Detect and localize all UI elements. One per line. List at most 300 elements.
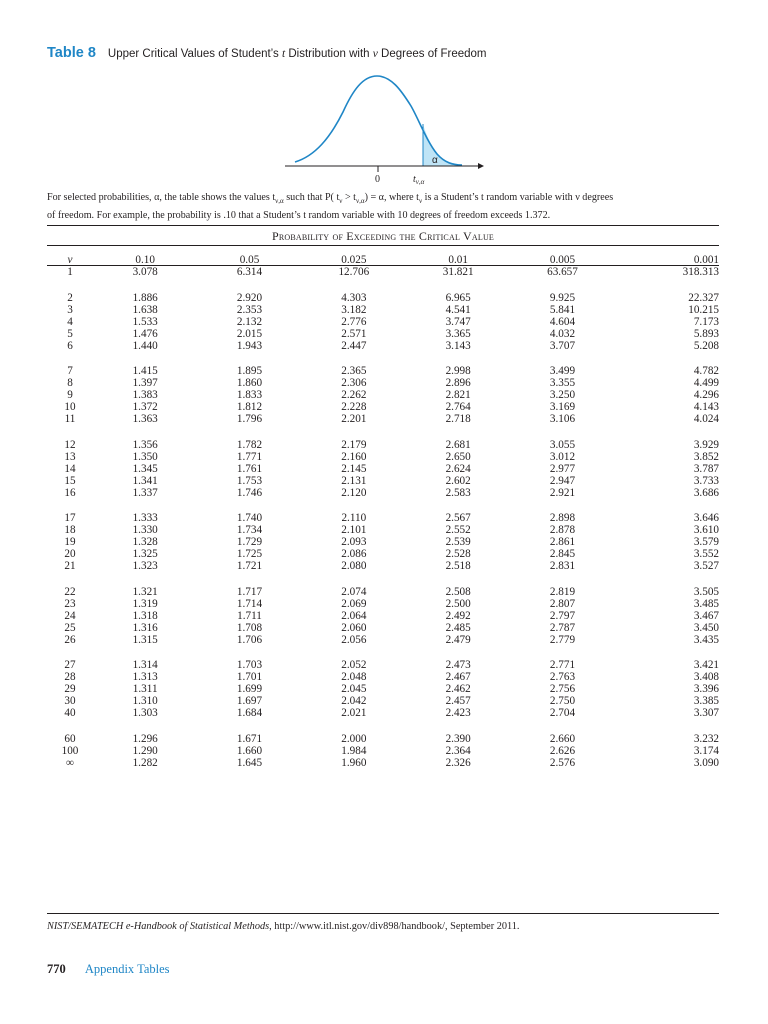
df-cell: 20: [64, 548, 76, 560]
column-header: 0.05: [239, 253, 260, 266]
value-cell: 2.479: [445, 633, 471, 646]
table-row: [47, 548, 719, 560]
df-cell: 10: [64, 401, 76, 413]
value-cell: 12.706: [338, 266, 370, 278]
value-cell: 2.000: [341, 732, 367, 745]
value-cell: 2.896: [445, 377, 471, 389]
value-cell: 4.032: [549, 327, 576, 340]
table-row: [47, 560, 719, 572]
value-cell: 4.143: [693, 401, 719, 413]
value-cell: 1.363: [132, 413, 158, 425]
value-cell: 1.397: [132, 377, 158, 389]
value-cell: 1.740: [236, 512, 263, 524]
value-cell: 2.821: [445, 389, 471, 401]
alpha-label: α: [432, 155, 438, 166]
df-cell: 15: [64, 474, 76, 487]
value-cell: 2.042: [341, 695, 367, 707]
column-header: 0.025: [341, 253, 367, 266]
value-cell: 4.303: [341, 291, 367, 304]
value-cell: 3.552: [693, 548, 719, 560]
group-header: Probability of Exceeding the Critical Value: [271, 229, 495, 243]
value-cell: 1.350: [132, 450, 158, 463]
value-cell: 2.485: [445, 621, 471, 634]
value-cell: 2.567: [445, 512, 471, 524]
value-cell: 3.355: [549, 377, 576, 389]
value-cell: 3.421: [693, 659, 719, 671]
value-cell: 2.160: [341, 450, 367, 463]
value-cell: 2.508: [445, 585, 471, 598]
df-cell: 24: [64, 609, 76, 622]
page-number: 770: [47, 962, 66, 976]
value-cell: 2.771: [549, 659, 576, 671]
value-cell: 3.055: [549, 438, 576, 451]
value-cell: 1.714: [236, 597, 263, 610]
value-cell: 2.878: [549, 524, 576, 536]
table-row: [47, 304, 719, 316]
value-cell: 1.697: [236, 695, 263, 707]
value-cell: 1.328: [132, 536, 158, 548]
value-cell: 1.337: [132, 486, 158, 499]
value-cell: 3.396: [693, 683, 719, 695]
df-cell: 22: [64, 585, 76, 598]
value-cell: 1.323: [132, 560, 158, 572]
section-name: Appendix Tables: [84, 962, 170, 976]
value-cell: 2.797: [549, 609, 576, 622]
value-cell: 1.812: [236, 401, 263, 413]
value-cell: 5.893: [693, 327, 719, 340]
value-cell: 3.852: [693, 450, 719, 463]
value-cell: 1.333: [132, 512, 158, 524]
table-row: [47, 352, 719, 378]
value-cell: 2.920: [236, 291, 263, 304]
value-cell: 2.779: [549, 633, 576, 646]
value-cell: 2.681: [445, 438, 471, 451]
value-cell: 3.686: [693, 486, 719, 499]
value-cell: 3.106: [549, 413, 576, 425]
value-cell: 2.074: [341, 585, 367, 598]
value-cell: 4.782: [693, 365, 719, 377]
df-cell: 26: [64, 633, 76, 646]
value-cell: 4.604: [549, 315, 576, 328]
description-line-1: For selected probabilities, α, the table shows the values $t_{\nu,\alpha}$ such that P( $t_\nu > t_{\nu,\alpha}) = \alpha$, where $t_\nu$ is a Student’s t random variable with ν degrees: [47, 192, 614, 206]
value-cell: 2.069: [341, 597, 367, 610]
value-cell: 1.746: [236, 486, 263, 499]
df-cell: 17: [64, 512, 76, 524]
value-cell: 2.861: [549, 536, 576, 548]
value-cell: 2.060: [341, 621, 367, 634]
table-row: [47, 425, 719, 451]
df-cell: 11: [64, 413, 76, 425]
value-cell: 1.321: [132, 585, 158, 598]
value-cell: 2.423: [445, 707, 471, 719]
value-cell: 2.326: [445, 756, 471, 769]
value-cell: 2.831: [549, 560, 576, 572]
table-row: [47, 278, 719, 304]
value-cell: 1.303: [132, 707, 158, 719]
column-header: 0.10: [135, 253, 155, 266]
value-cell: 2.201: [341, 413, 367, 425]
value-cell: 6.314: [236, 266, 263, 278]
value-cell: 4.296: [693, 389, 719, 401]
value-cell: 4.499: [693, 377, 719, 389]
value-cell: 1.796: [236, 413, 263, 425]
value-cell: 2.132: [236, 315, 263, 328]
value-cell: 3.579: [693, 536, 719, 548]
value-cell: 1.330: [132, 524, 158, 536]
value-cell: 3.505: [693, 585, 719, 598]
table-row: [47, 524, 719, 536]
value-cell: 3.485: [693, 597, 719, 610]
value-cell: 1.711: [237, 609, 262, 622]
table-row: [47, 719, 719, 745]
value-cell: 1.782: [236, 438, 263, 451]
table-caption: Upper Critical Values of Student’s t Distribution with ν Degrees of Freedom: [107, 48, 487, 60]
df-cell: 100: [61, 744, 79, 757]
table-row: [47, 610, 719, 622]
value-cell: 3.307: [693, 707, 719, 719]
df-cell: 6: [67, 339, 73, 352]
value-cell: 3.174: [693, 744, 719, 757]
value-cell: 3.250: [549, 389, 576, 401]
value-cell: 1.960: [341, 756, 367, 769]
value-cell: 2.365: [341, 365, 367, 377]
value-cell: 1.310: [132, 695, 158, 707]
value-cell: 1.316: [132, 621, 158, 634]
column-header: 0.001: [693, 253, 719, 266]
value-cell: 2.131: [341, 474, 367, 487]
df-cell: 14: [64, 462, 76, 475]
value-cell: 5.841: [549, 303, 576, 316]
value-cell: 2.101: [341, 524, 367, 536]
value-cell: 1.717: [236, 585, 263, 598]
value-cell: 1.638: [132, 303, 158, 316]
value-cell: 2.704: [549, 707, 576, 719]
value-cell: 10.215: [688, 303, 719, 316]
value-cell: 1.721: [236, 560, 263, 572]
value-cell: 2.807: [549, 597, 576, 610]
value-cell: 3.707: [549, 339, 576, 352]
value-cell: 1.313: [132, 671, 158, 683]
value-cell: 2.819: [549, 585, 576, 598]
value-cell: 2.086: [341, 548, 367, 560]
value-cell: 3.385: [693, 695, 719, 707]
df-cell: 21: [64, 560, 76, 572]
value-cell: 3.527: [693, 560, 719, 572]
value-cell: 3.408: [693, 671, 719, 683]
value-cell: 1.660: [236, 744, 263, 757]
value-cell: 1.706: [236, 633, 263, 646]
value-cell: 2.390: [445, 732, 471, 745]
value-cell: 3.467: [693, 609, 719, 622]
value-cell: 3.733: [693, 474, 719, 487]
df-cell: 9: [67, 389, 73, 401]
value-cell: 2.571: [341, 327, 367, 340]
value-cell: 2.120: [341, 486, 367, 499]
table-row: [47, 475, 719, 487]
value-cell: 1.684: [236, 707, 263, 719]
value-cell: 2.447: [341, 339, 367, 352]
table-row: [47, 695, 719, 707]
value-cell: 2.528: [445, 548, 471, 560]
value-cell: 2.845: [549, 548, 576, 560]
value-cell: 9.925: [549, 291, 576, 304]
x-axis-arrow: [478, 163, 484, 169]
value-cell: 2.052: [341, 659, 367, 671]
value-cell: 2.763: [549, 671, 576, 683]
table-row: [47, 451, 719, 463]
value-cell: 2.776: [341, 315, 367, 328]
column-header: ν: [67, 253, 73, 266]
column-header: 0.01: [448, 253, 468, 266]
value-cell: 1.372: [132, 401, 158, 413]
df-cell: 2: [67, 291, 73, 304]
value-cell: 2.462: [445, 683, 471, 695]
value-cell: 3.365: [445, 327, 471, 340]
column-header-rule: [47, 265, 719, 266]
value-cell: 1.833: [236, 389, 263, 401]
value-cell: 22.327: [688, 291, 719, 304]
value-cell: 3.929: [693, 438, 719, 451]
value-cell: 2.473: [445, 659, 471, 671]
value-cell: 6.965: [445, 291, 471, 304]
description-line-2: of freedom. For example, the probability is .10 that a Student’s t random variable with 10 degrees of freedom exceeds 1.372.: [47, 209, 551, 221]
value-cell: 2.228: [341, 401, 367, 413]
source-citation: NIST/SEMATECH e-Handbook of Statistical Methods, http://www.itl.nist.gov/div898/handbook/, September 2011.: [47, 921, 520, 932]
df-cell: 40: [64, 707, 76, 719]
value-cell: 2.045: [341, 683, 367, 695]
value-cell: 2.179: [341, 438, 367, 451]
df-cell: 30: [64, 695, 76, 707]
value-cell: 2.353: [236, 303, 263, 316]
value-cell: 2.364: [445, 744, 471, 757]
value-cell: 1.296: [132, 732, 158, 745]
value-cell: 318.313: [682, 266, 719, 278]
value-cell: 3.232: [693, 732, 719, 745]
table-row: [47, 340, 719, 352]
critical-values-table: [47, 253, 719, 769]
value-cell: 3.610: [693, 524, 719, 536]
value-cell: 1.315: [132, 633, 158, 646]
value-cell: 1.708: [236, 621, 263, 634]
page-footer: [47, 962, 170, 977]
df-cell: ∞: [66, 756, 74, 769]
table-row: [47, 572, 719, 598]
value-cell: 3.078: [132, 266, 158, 278]
t-distribution-figure: [285, 68, 485, 188]
value-cell: 2.787: [549, 621, 576, 634]
group-header-rule: [47, 245, 719, 246]
value-cell: 1.356: [132, 438, 158, 451]
value-cell: 2.947: [549, 474, 576, 487]
table-row: [47, 745, 719, 757]
value-cell: 1.771: [236, 450, 263, 463]
value-cell: 1.860: [236, 377, 263, 389]
bottom-rule: [47, 913, 719, 914]
value-cell: 4.541: [445, 303, 471, 316]
value-cell: 1.311: [132, 683, 158, 695]
value-cell: 3.435: [693, 633, 719, 646]
value-cell: 2.626: [549, 744, 576, 757]
value-cell: 2.977: [549, 462, 576, 475]
value-cell: 1.645: [236, 756, 263, 769]
value-cell: 1.729: [236, 536, 263, 548]
value-cell: 2.500: [445, 597, 471, 610]
value-cell: 3.450: [693, 621, 719, 634]
value-cell: 1.290: [132, 744, 158, 757]
value-cell: 2.492: [445, 609, 471, 622]
value-cell: 1.415: [132, 365, 158, 377]
value-cell: 1.345: [132, 462, 158, 475]
value-cell: 2.015: [236, 327, 263, 340]
value-cell: 1.703: [236, 659, 263, 671]
table-row: [47, 536, 719, 548]
df-cell: 7: [67, 365, 73, 377]
value-cell: 2.518: [445, 560, 471, 572]
value-cell: 2.110: [341, 512, 367, 524]
value-cell: 2.660: [549, 732, 576, 745]
value-cell: 1.440: [132, 339, 158, 352]
table-row: [47, 598, 719, 610]
value-cell: 3.012: [549, 450, 576, 463]
table-row: [47, 389, 719, 401]
value-cell: 3.143: [445, 339, 471, 352]
value-cell: 3.646: [693, 512, 719, 524]
df-cell: 5: [67, 327, 73, 340]
value-cell: 2.056: [341, 633, 367, 646]
df-cell: 1: [67, 266, 73, 278]
value-cell: 2.093: [341, 536, 367, 548]
value-cell: 1.886: [132, 291, 158, 304]
df-cell: 19: [64, 536, 76, 548]
df-cell: 8: [67, 377, 73, 389]
value-cell: 3.182: [341, 303, 367, 316]
value-cell: 2.602: [445, 474, 471, 487]
table-row: [47, 328, 719, 340]
value-cell: 2.583: [445, 486, 471, 499]
value-cell: 2.921: [549, 486, 576, 499]
table-row: [47, 646, 719, 672]
value-cell: 1.701: [236, 671, 263, 683]
value-cell: 1.725: [236, 548, 263, 560]
value-cell: 2.262: [341, 389, 367, 401]
table-row: [47, 463, 719, 475]
value-cell: 1.984: [341, 744, 367, 757]
df-cell: 13: [64, 450, 76, 463]
value-cell: 3.169: [549, 401, 576, 413]
table-row: [47, 634, 719, 646]
value-cell: 1.318: [132, 609, 158, 622]
zero-label: 0: [375, 174, 380, 185]
value-cell: 1.895: [236, 365, 263, 377]
df-cell: 60: [64, 732, 76, 745]
df-cell: 29: [64, 683, 76, 695]
value-cell: 1.671: [236, 732, 263, 745]
value-cell: 1.383: [132, 389, 158, 401]
table-row: [47, 707, 719, 719]
table-row: [47, 622, 719, 634]
value-cell: 2.064: [341, 609, 367, 622]
value-cell: 1.325: [132, 548, 158, 560]
value-cell: 2.467: [445, 671, 471, 683]
df-cell: 23: [64, 597, 76, 610]
value-cell: 1.753: [236, 474, 263, 487]
value-cell: 4.024: [693, 413, 719, 425]
value-cell: 2.145: [341, 462, 367, 475]
top-rule: [47, 225, 719, 226]
value-cell: 2.998: [445, 365, 471, 377]
df-cell: 28: [64, 671, 76, 683]
value-cell: 1.734: [236, 524, 263, 536]
value-cell: 3.787: [693, 462, 719, 475]
value-cell: 63.657: [547, 266, 578, 278]
value-cell: 2.306: [341, 377, 367, 389]
value-cell: 3.090: [693, 756, 719, 769]
density-curve: [295, 76, 462, 165]
value-cell: 2.750: [549, 695, 576, 707]
df-cell: 25: [64, 621, 76, 634]
value-cell: 2.552: [445, 524, 471, 536]
table-row: [47, 413, 719, 425]
value-cell: 1.341: [132, 474, 158, 487]
value-cell: 2.576: [549, 756, 576, 769]
value-cell: 2.539: [445, 536, 471, 548]
table-title: [47, 44, 487, 62]
value-cell: 1.282: [132, 756, 158, 769]
value-cell: 2.021: [341, 707, 367, 719]
value-cell: 1.533: [132, 315, 158, 328]
df-cell: 3: [67, 303, 73, 316]
table-row: [47, 757, 719, 769]
value-cell: 2.718: [445, 413, 471, 425]
value-cell: 2.080: [341, 560, 367, 572]
value-cell: 3.499: [549, 365, 576, 377]
table-row: [47, 401, 719, 413]
df-cell: 4: [67, 315, 73, 328]
value-cell: 2.457: [445, 695, 471, 707]
df-cell: 12: [64, 438, 76, 451]
table-row: [47, 487, 719, 499]
table-number: Table 8: [47, 45, 96, 61]
value-cell: 1.314: [132, 659, 158, 671]
table-row: [47, 377, 719, 389]
table-row: [47, 671, 719, 683]
table-description: [47, 191, 727, 222]
value-cell: 31.821: [442, 266, 474, 278]
value-cell: 2.650: [445, 450, 471, 463]
value-cell: 5.208: [693, 339, 719, 352]
table-row: [47, 316, 719, 328]
value-cell: 2.764: [445, 401, 471, 413]
value-cell: 1.476: [132, 327, 158, 340]
table-row: [47, 683, 719, 695]
value-cell: 3.747: [445, 315, 471, 328]
critical-value-label: $t_{\nu,\alpha}$: [413, 174, 425, 186]
value-cell: 7.173: [693, 315, 719, 328]
column-header: 0.005: [549, 253, 576, 266]
value-cell: 2.048: [341, 671, 367, 683]
table-row: [47, 499, 719, 525]
value-cell: 1.761: [236, 462, 263, 475]
df-cell: 16: [64, 486, 76, 499]
value-cell: 1.943: [236, 339, 263, 352]
table-body: [47, 266, 719, 769]
df-cell: 27: [64, 659, 76, 671]
value-cell: 1.319: [132, 597, 158, 610]
value-cell: 1.699: [236, 683, 263, 695]
value-cell: 2.756: [549, 683, 576, 695]
value-cell: 2.624: [445, 462, 471, 475]
value-cell: 2.898: [549, 512, 576, 524]
